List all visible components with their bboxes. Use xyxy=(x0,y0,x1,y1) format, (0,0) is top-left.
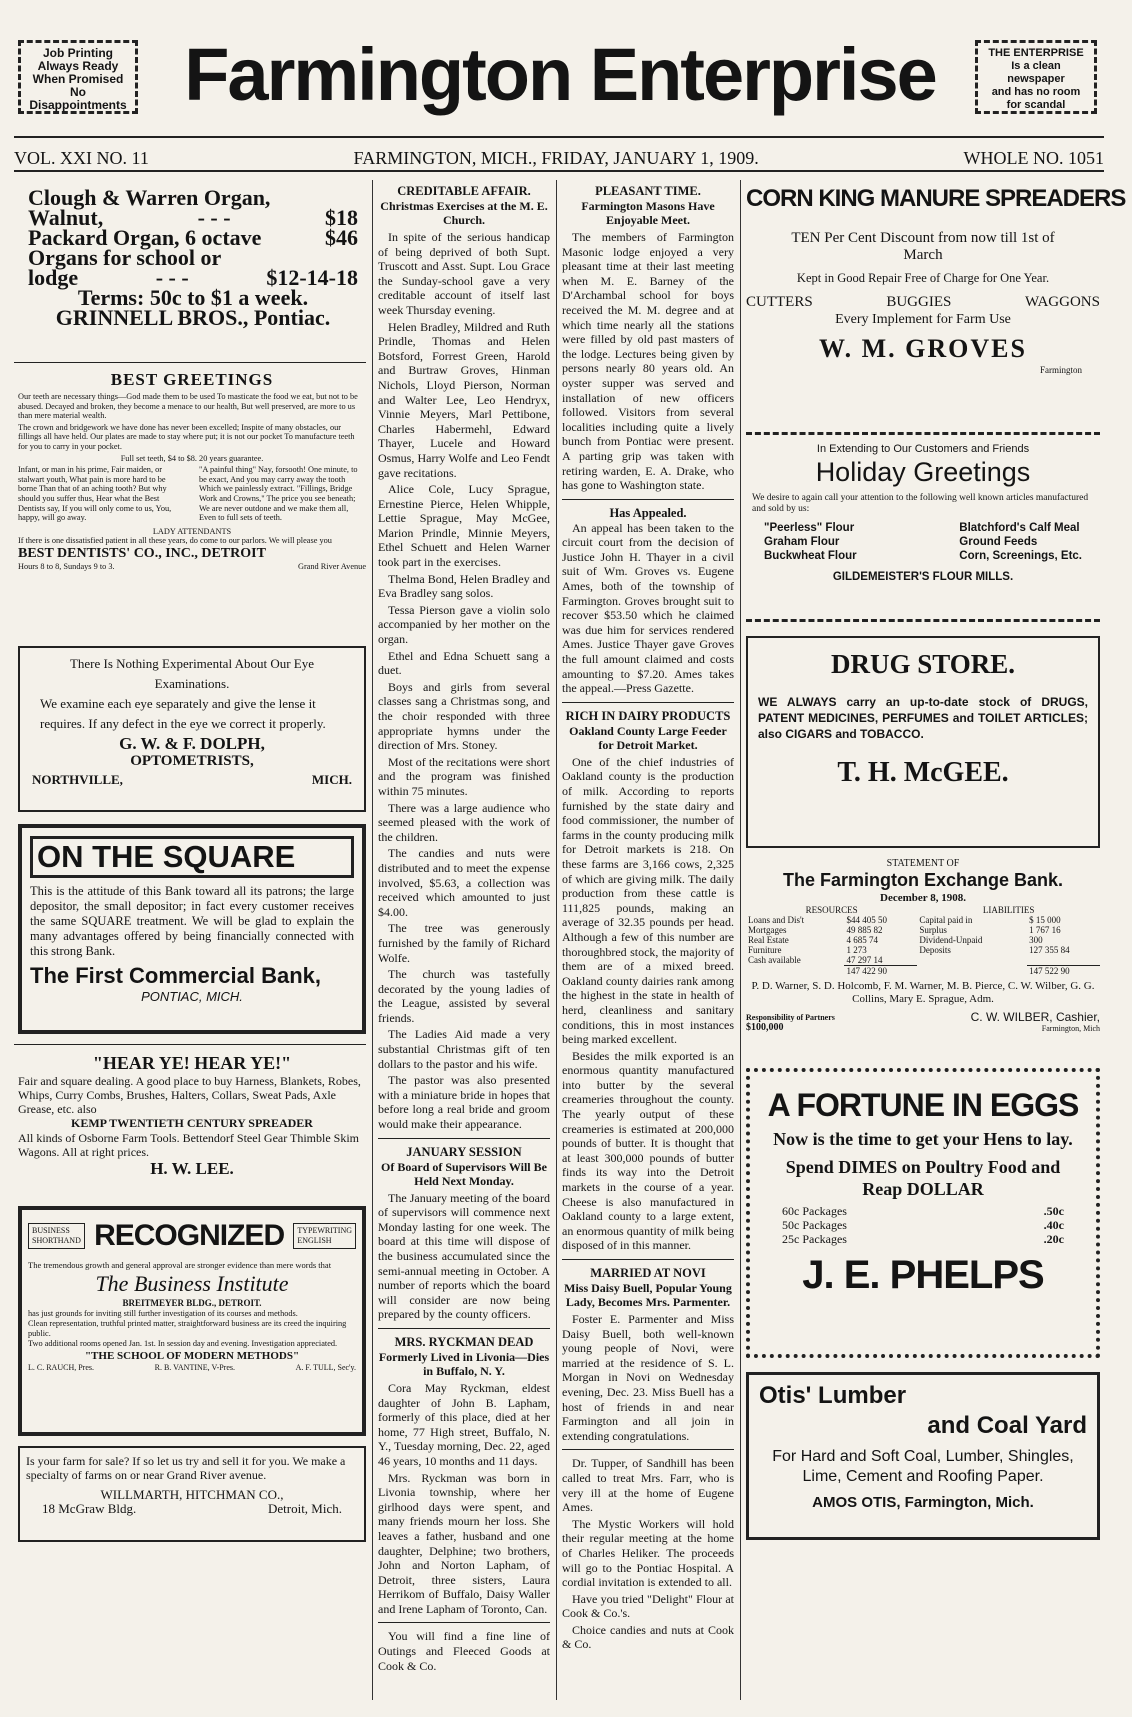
business-script-name: The Business Institute xyxy=(95,1271,289,1296)
exchange-bank-statement xyxy=(746,858,1100,1056)
product: Buckwheat Flour xyxy=(764,550,857,562)
bank-footer xyxy=(746,1010,1100,1033)
farm-address xyxy=(26,1502,358,1516)
article-paragraph: The church was tastefully decorated by the young ladies of the League, assisted by several friends. xyxy=(378,967,550,1025)
responsibility xyxy=(746,1013,835,1033)
tag-line: TYPEWRITING xyxy=(297,1226,352,1235)
farm-street: 18 McGraw Bldg. xyxy=(42,1501,137,1516)
office-address: Grand River Avenue xyxy=(297,561,366,571)
divider xyxy=(378,1328,550,1329)
divider xyxy=(378,1622,550,1623)
enterprise-ear xyxy=(975,40,1097,114)
business-building: BREITMEYER BLDG., DETROIT. xyxy=(122,1298,262,1308)
farm-sale-ad xyxy=(18,1446,366,1542)
hear-tools: All kinds of Osborne Farm Tools. Bettendorf Steel Gear Thimble Skim Wagons. All at right prices. xyxy=(18,1131,360,1159)
subhead: Christmas Exercises at the M. E. Church. xyxy=(380,199,548,227)
article-paragraph: The tree was generously furnished by the family of Richard Wolfe. xyxy=(378,921,550,965)
product: Graham Flour xyxy=(764,536,840,548)
officer: R. B. VANTINE, V-Pres. xyxy=(154,1363,236,1372)
groves-town: Farmington xyxy=(1040,365,1082,375)
on-the-square-ad xyxy=(18,824,366,1034)
greetings-price: Full set teeth, $4 to $8. 20 years guarantee. xyxy=(120,453,264,463)
headline-has-appealed: Has Appealed. xyxy=(609,505,687,520)
discount-line: TEN Per Cent Discount from now till 1st of March xyxy=(791,230,1055,263)
office-hours: Hours 8 to 8, Sundays 9 to 3. xyxy=(18,561,115,571)
statement-label: STATEMENT OF xyxy=(886,858,960,869)
cell: Furniture xyxy=(748,945,782,955)
dolph-body: We examine each eye separately and give the lense it requires. If any defect in the eye we correct it properly. xyxy=(40,696,326,731)
cell: $ 15 000 xyxy=(1029,915,1061,925)
hear-dealer: H. W. LEE. xyxy=(150,1159,234,1178)
organ-terms: Terms: 50c to $1 a week. xyxy=(77,285,309,310)
column-rule xyxy=(372,180,373,1700)
ear-line: No Disappointments xyxy=(29,85,127,112)
farm-city: Detroit, Mich. xyxy=(267,1501,342,1516)
cashier-block xyxy=(971,1010,1100,1033)
cell: Mortgages xyxy=(748,925,787,935)
implement-line: Every Implement for Farm Use xyxy=(835,312,1011,327)
cashier-name: C. W. WILBER, Cashier, xyxy=(970,1010,1100,1024)
organ-price: $46 xyxy=(325,225,358,250)
kemp-spreader: KEMP TWENTIETH CENTURY SPREADER xyxy=(71,1116,313,1130)
dashes: - - - xyxy=(155,265,189,290)
holiday-greetings-ad xyxy=(746,432,1100,622)
lumber-subtitle: and Coal Yard xyxy=(927,1412,1087,1439)
drug-store-body: WE ALWAYS carry an up-to-date stock of DRUGS, PATENT MEDICINES, PERFUMES and TOILET ARTICLES; also CIGARS and TOBACCO. xyxy=(758,695,1088,741)
cell: 47 297 14 xyxy=(846,955,883,965)
hear-title: "HEAR YE! HEAR YE!" xyxy=(92,1053,292,1073)
farm-firm: WILLMARTH, HITCHMAN CO., xyxy=(100,1487,284,1502)
bank-title: The Farmington Exchange Bank. xyxy=(782,870,1064,890)
business-institute-ad xyxy=(18,1206,366,1436)
lady-attendants: LADY ATTENDANTS xyxy=(152,526,232,536)
dateline xyxy=(14,146,1104,172)
greetings-verse: Our teeth are necessary things—God made them to be used To masticate the food we eat, but not to be abused. Decayed and broken, they become a menace to our health, But well preserved, are more to us than mere material wealth. xyxy=(18,392,358,421)
total: 147 522 90 xyxy=(1027,966,1100,977)
officer: L. C. RAUCH, Pres. xyxy=(28,1363,95,1372)
organ-price: $18 xyxy=(325,205,358,230)
table-row xyxy=(746,945,1100,955)
responsibility-amount: $100,000 xyxy=(746,1022,784,1033)
news-column-3 xyxy=(562,184,734,1704)
divider xyxy=(562,702,734,703)
package-price: .40c xyxy=(1043,1218,1064,1232)
subhead: Formerly Lived in Livonia—Dies in Buffalo, N. Y. xyxy=(378,1349,550,1378)
table-row xyxy=(746,915,1100,925)
table-row xyxy=(746,935,1100,945)
newspaper-title: Farmington Enterprise xyxy=(184,33,936,116)
organ-item: Packard Organ, 6 octave xyxy=(28,225,262,250)
product: "Peerless" Flour xyxy=(764,522,855,534)
table-total xyxy=(746,966,1100,977)
fortune-in-eggs-ad xyxy=(746,1068,1100,1358)
greetings-guarantee: If there is one dissatisfied patient in all these years, do come to our parlors. We will please you xyxy=(18,536,332,546)
eggs-title: A FORTUNE IN EGGS xyxy=(767,1087,1079,1123)
cell: 4 685 74 xyxy=(846,935,878,945)
article-paragraph: The pastor was also presented with a miniature bride in hopes that before long a real bride and groom would make their appearance. xyxy=(378,1073,550,1132)
local-item: The Mystic Workers will hold their regular meeting at the home of Charles Heliker. The proceeds will go to the Pontiac Hospital. A cordial invitation is extended to all. xyxy=(562,1516,734,1590)
subhead: Oakland County Large Feeder for Detroit Market. xyxy=(569,723,727,752)
ear-line: When Promised xyxy=(32,72,124,86)
dolph-headline: There Is Nothing Experimental About Our Eye Examinations. xyxy=(69,656,315,691)
business-text: Clean representation, truthful printed matter, straightforward business are its creed the inquiring public. xyxy=(28,1319,347,1338)
dashes: - - - xyxy=(197,205,231,230)
resources-header: RESOURCES xyxy=(805,905,858,915)
liabilities-header: LIABILITIES xyxy=(982,905,1035,915)
local-item: Choice candies and nuts at Cook & Co. xyxy=(562,1622,734,1652)
divider xyxy=(562,1259,734,1260)
lumber-title: Otis' Lumber xyxy=(759,1382,907,1409)
cell: Deposits xyxy=(919,945,951,955)
article-paragraph: In spite of the serious handicap of being deprived of both Supt. Truscott and Asst. Supt. Lou Grace the Sunday-school gave a very creditable account of itself last week Thursday evening. xyxy=(378,230,550,317)
package-size: 50c Packages xyxy=(782,1218,847,1232)
headline-married-novi: MARRIED AT NOVI xyxy=(590,1266,706,1280)
dolph-town: NORTHVILLE, xyxy=(32,772,123,787)
drug-store-title: DRUG STORE. xyxy=(830,649,1016,679)
whole-number: WHOLE NO. 1051 xyxy=(963,147,1104,168)
table-row xyxy=(746,925,1100,935)
local-item: Have you tried "Delight" Flour at Cook & Co.'s. xyxy=(562,1591,734,1621)
groves-name: W. M. GROVES xyxy=(819,334,1027,363)
bank-town: PONTIAC, MICH. xyxy=(141,989,243,1004)
article-paragraph: The candies and nuts were distributed and to meet the expense involved, $5.63, a collection was received which amounted to just $4.00. xyxy=(378,846,550,919)
news-column-2 xyxy=(378,184,550,1704)
bank-town: Farmington, Mich xyxy=(1041,1024,1100,1033)
product: Corn, Screenings, Etc. xyxy=(959,550,1082,562)
article-paragraph: Alice Cole, Lucy Sprague, Ernestine Pierce, Helen Whipple, Lettie Sprague, May McGee, Marion Prindle, Minnie Meyers, Ethel Schuett and Helen Warner took part in the exercises. xyxy=(378,482,550,570)
organ-line: Clough & Warren Organ, xyxy=(28,185,271,210)
greetings-title: BEST GREETINGS xyxy=(110,370,274,389)
divider xyxy=(378,1138,550,1139)
responsibility-label: Responsibility of Partners xyxy=(746,1013,835,1022)
package-price: .20c xyxy=(1043,1232,1064,1246)
farm-body: Is your farm for sale? If so let us try and sell it for you. We make a specialty of farms on or near Grand River avenue. xyxy=(26,1454,346,1482)
implement-list xyxy=(746,294,1100,311)
business-intro: The tremendous growth and general approval are stronger evidence than mere words that xyxy=(28,1260,332,1270)
cell: Real Estate xyxy=(748,935,789,945)
table-header xyxy=(746,905,1100,915)
masthead-rule xyxy=(14,136,1104,138)
cell: 1 273 xyxy=(846,945,867,955)
cell: Capital paid in xyxy=(919,915,973,925)
bank-partners: P. D. Warner, S. D. Holcomb, F. M. Warner, M. B. Pierce, C. W. Wilber, G. G. Collins, Mary E. Sprague, Adm. xyxy=(751,980,1095,1005)
otis-lumber-ad xyxy=(746,1372,1100,1540)
ear-line: Is a clean newspaper xyxy=(1007,60,1065,85)
eggs-line: Now is the time to get your Hens to lay. xyxy=(773,1129,1073,1149)
article-paragraph: Ethel and Edna Schuett sang a duet. xyxy=(378,648,550,678)
bank-name: The First Commercial Bank, xyxy=(30,963,321,988)
subhead: Miss Daisy Buell, Popular Young Lady, Becomes Mrs. Parmenter. xyxy=(564,1281,732,1309)
organ-dealer: GRINNELL BROS., Pontiac. xyxy=(55,305,331,330)
business-tag xyxy=(28,1223,85,1249)
subhead: Farmington Masons Have Enjoyable Meet. xyxy=(581,199,715,227)
implement: CUTTERS xyxy=(746,294,813,310)
holiday-title: Holiday Greetings xyxy=(815,457,1031,487)
issue-date: FARMINGTON, MICH., FRIDAY, JANUARY 1, 1909. xyxy=(353,147,759,168)
column-rule xyxy=(740,180,741,1700)
divider xyxy=(14,362,366,363)
square-body: This is the attitude of this Bank toward all its patrons; the large depositor, the small depositor; in fact every customer receives the same SQUARE treatment. We will be glad to explain the many advantages offered by being financially connected with this strong Bank. xyxy=(30,884,354,958)
article-paragraph: Helen Bradley, Mildred and Ruth Prindle, Thomas and Helen Botsford, Forrest Green, Harold and Burtraw Groves, Hinman Nichols, Lloyd Pierson, Norman and Walter Lee, Leo Hendryx, Vinnie Meyers, Marl Pettibone, Charles Habermehl, Edward Thayer, Lucele and Howard Osmus, Harry Wolfe and Leo Fendt gave recitations. xyxy=(378,319,550,480)
table-row xyxy=(746,955,1100,966)
dolph-name: G. W. & F. DOLPH, xyxy=(119,734,265,753)
headline-january-session: JANUARY SESSION xyxy=(406,1144,522,1159)
mcgee-name: T. H. McGEE. xyxy=(837,757,1009,788)
article-paragraph: Cora May Ryckman, eldest daughter of John B. Lapham, formerly of this place, died at her home, 77 High street, Buffalo, N. Y., Tuesday morning, Dec. 22, aged 46 years, 10 months and 11 days. xyxy=(378,1380,550,1468)
product: Blatchford's Calf Meal xyxy=(959,522,1080,534)
corn-king-ad xyxy=(746,184,1126,424)
greetings-verse: The crown and bridgework we have done has never been excelled; Inspite of many obstacles, our fillings all have held. Our plates are made to stay where put; it is not our pocket To manufacture teeth for you to carry in your pocket. xyxy=(18,422,355,451)
cell: Loans and Dis't xyxy=(748,915,805,925)
article-paragraph: There was a large audience who seemed pleased with the work of the children. xyxy=(378,800,550,844)
hear-body: Fair and square dealing. A good place to buy Harness, Blankets, Robes, Whips, Curry Combs, Brushes, Halters, Collars, Sweat Pads, Axle Grease, etc. also xyxy=(18,1074,361,1116)
statement-date: December 8, 1908. xyxy=(880,892,966,904)
square-title: ON THE SQUARE xyxy=(30,836,354,878)
organ-item: lodge xyxy=(28,265,79,290)
package-row xyxy=(782,1218,1064,1232)
greetings-footer xyxy=(18,562,366,572)
cell: 300 xyxy=(1029,935,1043,945)
column-rule xyxy=(556,180,557,1700)
article-paragraph: The members of Farmington Masonic lodge enjoyed a very pleasant time at their last meeting when M. E. Barney of the D'Archambal school for boys received the M. M. degree and at which time nearly all the stations were filled by old past masters of the lodge. Lectures being given by persons nearly 80 years old. An oyster supper was served and installation of new officers followed. Visitors from several localities including quite a lively bunch from Pontiac were present. A parting grip was taken with retiring warden, E. A. Drake, who has gone to Washington state. xyxy=(562,230,734,493)
typewriting-tag xyxy=(293,1223,356,1249)
recognized-row xyxy=(28,1216,356,1256)
article-paragraph: Besides the milk exported is an enormous quantity manufactured into butter by the several creameries throughout the county. The yearly output of these creameries is estimated at 200,000 pounds of butter. It is thought that at least 300,000 pounds of butter finds its way into the Detroit markets in the course of a year. Cheese is also manufactured in Oakland county to a large extent, an enormous quantity of milk being disposed of in this manner. xyxy=(562,1048,734,1253)
flour-list-right xyxy=(959,521,1082,563)
cell: Surplus xyxy=(919,925,947,935)
ear-line: Job Printing xyxy=(43,46,113,60)
officer: A. F. TULL, Sec'y. xyxy=(295,1363,356,1372)
package-list xyxy=(764,1200,1082,1250)
best-greetings-ad xyxy=(18,370,366,638)
cell: Cash available xyxy=(748,955,801,966)
flour-mills: GILDEMEISTER'S FLOUR MILLS. xyxy=(832,571,1014,583)
tag-line: ENGLISH xyxy=(297,1236,332,1245)
implement: BUGGIES xyxy=(886,294,952,310)
business-text: Two additional rooms opened Jan. 1st. In session day and evening. Investigation appreciated. xyxy=(28,1339,338,1348)
article-paragraph: Thelma Bond, Helen Bradley and Eva Bradley sang solos. xyxy=(378,571,550,601)
ear-line: and has no room xyxy=(991,86,1081,98)
organ-line: Organs for school or xyxy=(28,245,222,270)
package-size: 25c Packages xyxy=(782,1232,847,1246)
dolph-title: OPTOMETRISTS, xyxy=(130,753,254,769)
business-officers xyxy=(28,1363,356,1372)
recognized-title: RECOGNIZED xyxy=(94,1219,285,1252)
cell: $44 405 50 xyxy=(846,915,887,925)
headline-pleasant-time: PLEASANT TIME. xyxy=(595,184,701,198)
headline-ryckman-dead: MRS. RYCKMAN DEAD xyxy=(394,1334,534,1349)
dolph-state: MICH. xyxy=(311,772,352,787)
article-paragraph: Most of the recitations were short and the program was finished within 75 minutes. xyxy=(378,754,550,798)
local-ad: You will find a fine line of Outings and Fleeced Goods at Cook & Co. xyxy=(378,1629,550,1673)
cell: 127 355 84 xyxy=(1029,945,1070,955)
dentists-firm: BEST DENTISTS' CO., INC., DETROIT xyxy=(18,545,266,561)
product: Ground Feeds xyxy=(959,536,1038,548)
tag-line: SHORTHAND xyxy=(32,1236,81,1245)
otis-name: AMOS OTIS, Farmington, Mich. xyxy=(812,1494,1034,1511)
article-paragraph: The Ladies Aid made a very substantial Christmas gift of ten dollars to the pastor and his wife. xyxy=(378,1027,550,1071)
headline-creditable-affair: CREDITABLE AFFAIR. xyxy=(397,184,531,198)
cell: 49 885 82 xyxy=(846,925,883,935)
cell xyxy=(1027,955,1100,966)
dolph-optometrists-ad xyxy=(18,646,366,812)
corn-king-title: CORN KING MANURE SPREADERS xyxy=(746,185,1126,212)
volume-number: VOL. XXI NO. 11 xyxy=(14,147,149,168)
organ-ad xyxy=(28,185,358,356)
holiday-text: We desire to again call your attention to the following well known articles manufactured and sold by us: xyxy=(752,493,1089,514)
holiday-intro: In Extending to Our Customers and Friends xyxy=(816,443,1030,455)
package-row xyxy=(782,1204,1064,1218)
greetings-verse-left: Infant, or man in his prime, Fair maiden, or stalwart youth, What pain is more hard to be borne Than that of an aching tooth? But why should you suffer thus, Hear what the Best Dentists say, If you will only come to us, You, happy, will go away. xyxy=(18,465,172,523)
article-paragraph: Mrs. Ryckman was born in Livonia township, where her girlhood days were spent, and many friends mourn her loss. She leaves a father, husband and one daughter, Delphine; two brothers, John and Norton Lapham, of Detroit, three sisters, Laura Herrikom of Buffalo, Daisy Waller and Irene Lapham of Toronto, Can. xyxy=(378,1470,550,1616)
dolph-location xyxy=(26,770,358,790)
headline-dairy-products: RICH IN DAIRY PRODUCTS xyxy=(565,708,731,723)
cell: 1 767 16 xyxy=(1029,925,1061,935)
flour-list-left xyxy=(764,521,857,563)
implement: WAGGONS xyxy=(1024,294,1100,310)
ear-line: for scandal xyxy=(1006,99,1066,111)
statement-table xyxy=(746,905,1100,976)
eggs-line: Spend DIMES on Poultry Food and Reap DOLLAR xyxy=(785,1157,1061,1199)
package-price: .50c xyxy=(1043,1204,1064,1218)
article-paragraph: Tessa Pierson gave a violin solo accompanied by her mother on the organ. xyxy=(378,602,550,647)
total: 147 422 90 xyxy=(844,966,917,977)
organ-price: $12-14-18 xyxy=(266,265,358,290)
article-paragraph: One of the chief industries of Oakland county is the production of milk. According to reports furnished by the state dairy and food commissioner, the number of farms in the county producing milk for Detroit markets is 218. On these farms are 3,166 cows, 2,325 of which are giving milk. The daily production from these cattle is 111,825 pounds, making an average of 32.35 pounds per head. Although a few of this number are thoroughbred stock, the majority of them are of a mixed breed. Oakland county dairies rank among the highest in the state in health of herd, cleanliness and sanitary conditions, this in most instances being marked excellent. xyxy=(562,754,734,1047)
flour-products xyxy=(752,521,1094,563)
divider xyxy=(14,1044,366,1045)
lumber-body: For Hard and Soft Coal, Lumber, Shingles, Lime, Cement and Roofing Paper. xyxy=(772,1448,1074,1485)
business-text: has just grounds for inviting still further investigation of its courses and methods. xyxy=(28,1309,298,1318)
cell: Dividend-Unpaid xyxy=(919,935,983,945)
hear-ye-ad xyxy=(18,1052,366,1192)
organ-item: Walnut, xyxy=(28,205,104,230)
package-row xyxy=(782,1232,1064,1246)
greetings-verses xyxy=(18,465,366,523)
phelps-name: J. E. PHELPS xyxy=(802,1253,1044,1297)
divider xyxy=(562,499,734,500)
local-item: Dr. Tupper, of Sandhill has been called to treat Mrs. Farr, who is very ill at the home of Eugene Ames. xyxy=(562,1456,734,1515)
package-size: 60c Packages xyxy=(782,1204,847,1218)
cell xyxy=(917,955,1027,966)
school-motto: "THE SCHOOL OF MODERN METHODS" xyxy=(84,1350,300,1362)
article-paragraph: Foster E. Parmenter and Miss Daisy Buell, both well-known young people of Novi, were married at the residence of S. L. Morgan in Novi on Wednesday evening, Dec. 23. Miss Buell has a host of friends in and near Farmington and all join in extending congratulations. xyxy=(562,1312,734,1443)
tag-line: BUSINESS xyxy=(32,1226,70,1235)
ear-line: THE ENTERPRISE xyxy=(988,47,1084,59)
article-paragraph: Boys and girls from several classes sang a Christmas song, and the choir responded with three appropriate hymns under the direction of Mrs. Stoney. xyxy=(378,679,550,753)
repair-line: Kept in Good Repair Free of Charge for One Year. xyxy=(796,271,1050,285)
ear-line: Always Ready xyxy=(37,59,119,73)
subhead: Of Board of Supervisors Will Be Held Next Monday. xyxy=(381,1159,547,1188)
drug-store-ad xyxy=(746,636,1100,848)
greetings-verse-right: "A painful thing" Nay, forsooth! One minute, to be exact, And you may carry away the tooth Which we painlessly extract. "Fillings, Bridge Work and Crowns," The price you see beneath; We are never outdone and we make them all, Even to full sets of teeth. xyxy=(198,465,358,523)
job-printing-ear xyxy=(18,40,138,114)
article-paragraph: The January meeting of the board of supervisors will commence next Monday lasting for one week. The board at this time will dispose of the business accumulated since the semi-annual meeting in October. A number of reports which the board will consider are now being prepared by the county officers. xyxy=(378,1190,550,1322)
divider xyxy=(562,1449,734,1450)
article-paragraph: An appeal has been taken to the circuit court from the decision of Justice John H. Thayer in a civil suit of Wm. Groves vs. Eugene Ames, both of the township of Farmington. Groves brought suit to recover $53.50 which he claimed was due him for services rendered Ames. Justice Thayer gave Groves the full amount claimed and costs amounting to $7.20. Ames takes the appeal.—Press Gazette. xyxy=(562,520,734,696)
